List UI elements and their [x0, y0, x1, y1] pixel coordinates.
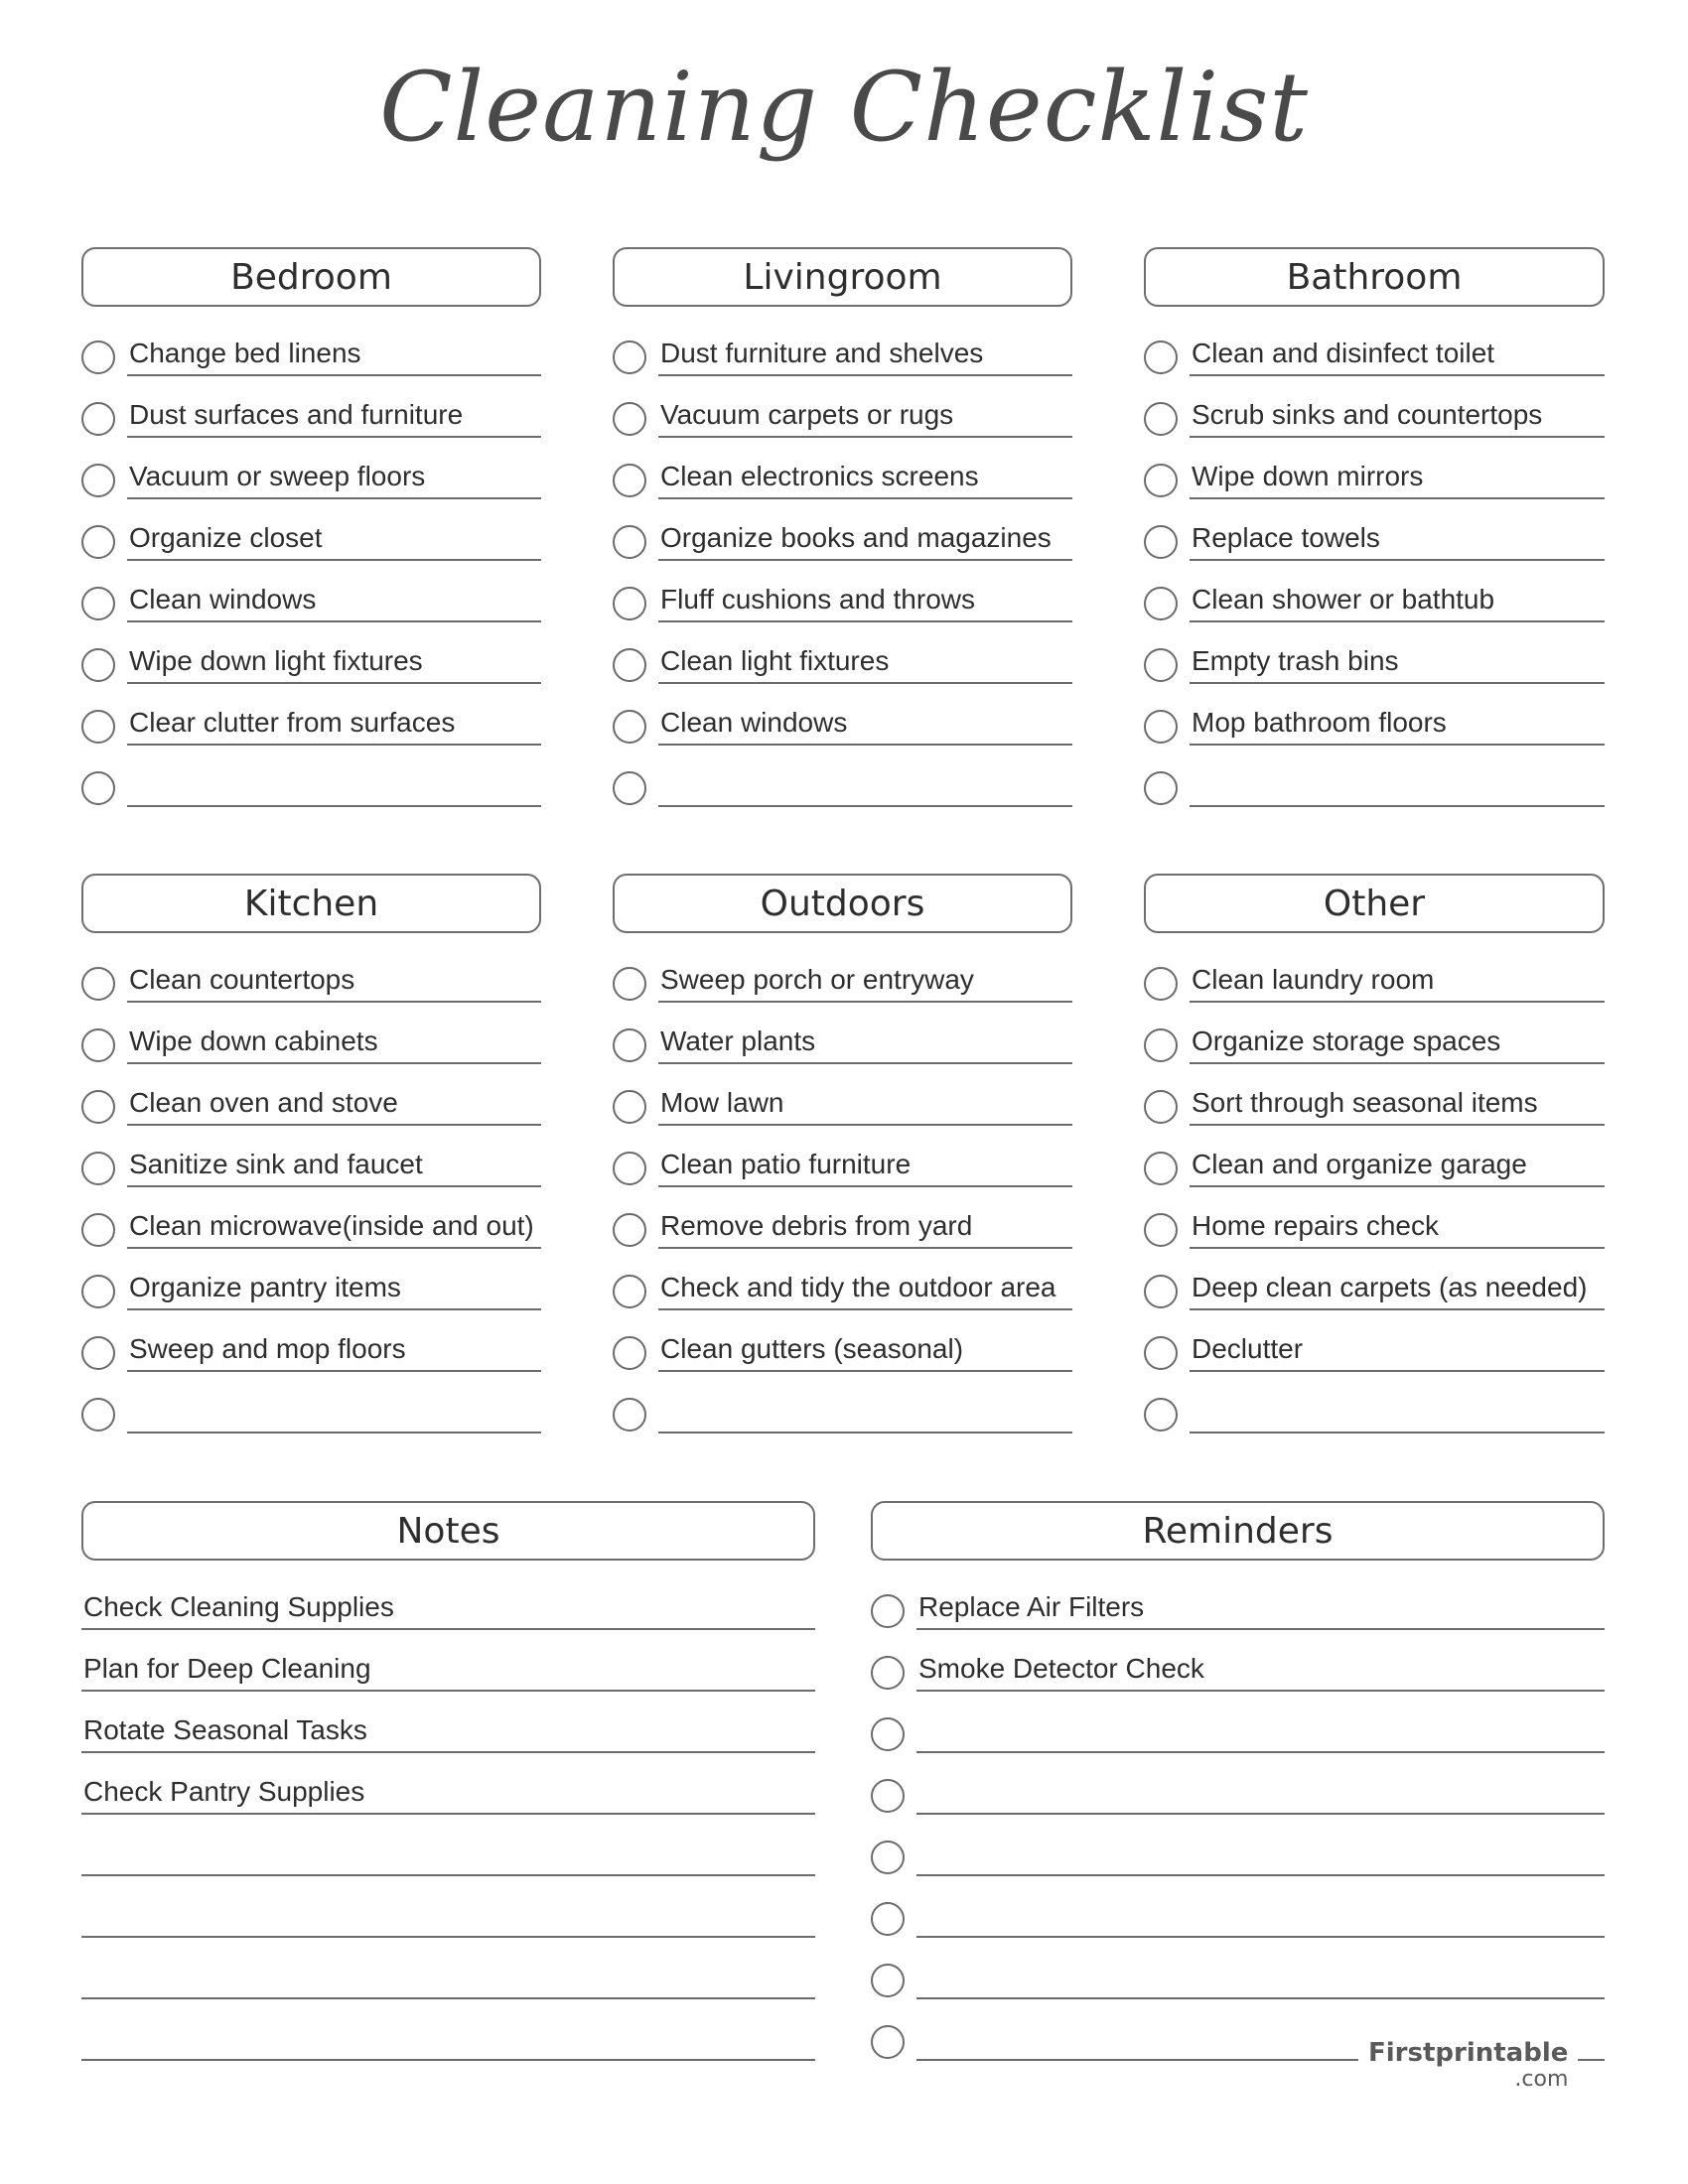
checkbox[interactable] [1144, 710, 1178, 744]
checkbox[interactable] [613, 771, 646, 805]
reminder-item [871, 1954, 1605, 2015]
item-text[interactable] [916, 1707, 1605, 1753]
checkbox[interactable] [81, 402, 115, 436]
checkbox[interactable] [1144, 771, 1178, 805]
checklist-item [1144, 957, 1605, 1019]
item-text[interactable]: Sort through seasonal items [1190, 1080, 1605, 1126]
checkbox[interactable] [613, 1213, 646, 1247]
checkbox[interactable] [613, 341, 646, 374]
item-text[interactable] [916, 1954, 1605, 1999]
item-text[interactable]: Organize closet [127, 515, 541, 561]
brand-name: Firstprintable [1368, 2038, 1569, 2068]
note-text[interactable] [81, 1831, 815, 1876]
reminder-item [871, 1892, 1605, 1954]
checklist-item [81, 515, 541, 577]
item-text[interactable]: Clear clutter from surfaces [127, 700, 541, 746]
checkbox[interactable] [1144, 648, 1178, 682]
item-text[interactable]: Clean light fixtures [658, 638, 1072, 684]
checklist-item [81, 1142, 541, 1203]
item-text[interactable]: Vacuum or sweep floors [127, 454, 541, 499]
item-text[interactable]: Clean windows [658, 700, 1072, 746]
checkbox[interactable] [1144, 464, 1178, 497]
reminder-item [871, 1769, 1605, 1831]
item-text[interactable]: Mow lawn [658, 1080, 1072, 1126]
item-text[interactable] [127, 1388, 541, 1433]
checklist-item [81, 761, 541, 823]
note-line [81, 1831, 815, 1892]
note-line [81, 1584, 815, 1646]
checkbox[interactable] [81, 587, 115, 620]
item-text[interactable]: Clean gutters (seasonal) [658, 1326, 1072, 1372]
section-livingroom [613, 247, 1072, 823]
item-text[interactable] [916, 1831, 1605, 1876]
checklist-item [81, 1203, 541, 1265]
checklist-item [1144, 1142, 1605, 1203]
checklist-item [1144, 1080, 1605, 1142]
note-text[interactable]: Plan for Deep Cleaning [81, 1646, 815, 1692]
section-header: Livingroom [613, 247, 1072, 307]
checkbox[interactable] [613, 402, 646, 436]
checklist-item [81, 392, 541, 454]
item-text[interactable]: Wipe down light fixtures [127, 638, 541, 684]
item-text[interactable]: Smoke Detector Check [916, 1646, 1605, 1692]
checkbox[interactable] [1144, 1213, 1178, 1247]
reminder-item [871, 1831, 1605, 1892]
checklist-item [1144, 1326, 1605, 1388]
checkbox[interactable] [613, 1152, 646, 1185]
section-header: Bedroom [81, 247, 541, 307]
section-header: Other [1144, 874, 1605, 933]
checkbox[interactable] [871, 2025, 905, 2059]
note-text[interactable]: Check Cleaning Supplies [81, 1584, 815, 1630]
checklist-item [81, 957, 541, 1019]
item-text[interactable]: Clean windows [127, 577, 541, 622]
checkbox[interactable] [81, 1398, 115, 1432]
checkbox[interactable] [613, 648, 646, 682]
checkbox[interactable] [1144, 1336, 1178, 1370]
checkbox[interactable] [1144, 1090, 1178, 1124]
checklist-item [1144, 1203, 1605, 1265]
item-text[interactable] [1190, 1388, 1605, 1433]
note-text[interactable] [81, 2015, 815, 2061]
checkbox[interactable] [1144, 525, 1178, 559]
section-header: Kitchen [81, 874, 541, 933]
checkbox[interactable] [81, 710, 115, 744]
note-line [81, 1954, 815, 2015]
checkbox[interactable] [81, 1275, 115, 1308]
checkbox[interactable] [81, 967, 115, 1001]
checklist-item [613, 1203, 1072, 1265]
item-text[interactable]: Home repairs check [1190, 1203, 1605, 1249]
checkbox[interactable] [613, 967, 646, 1001]
note-line [81, 1892, 815, 1954]
item-text[interactable]: Clean and organize garage [1190, 1142, 1605, 1187]
item-text[interactable]: Wipe down cabinets [127, 1019, 541, 1064]
checklist-item [613, 761, 1072, 823]
checkbox[interactable] [81, 464, 115, 497]
item-text[interactable]: Scrub sinks and countertops [1190, 392, 1605, 438]
section-reminders [871, 1501, 1605, 2077]
note-line [81, 2015, 815, 2077]
item-text[interactable]: Replace towels [1190, 515, 1605, 561]
checklist-item [613, 1080, 1072, 1142]
section-header: Outdoors [613, 874, 1072, 933]
checklist-item [613, 515, 1072, 577]
checkbox[interactable] [871, 1717, 905, 1751]
item-text[interactable] [916, 1892, 1605, 1938]
checkbox[interactable] [1144, 1275, 1178, 1308]
item-text[interactable]: Clean patio furniture [658, 1142, 1072, 1187]
checklist-item [81, 1388, 541, 1449]
checkbox[interactable] [871, 1964, 905, 1997]
checkbox[interactable] [1144, 1398, 1178, 1432]
checklist-item [81, 1265, 541, 1326]
item-text[interactable]: Clean electronics screens [658, 454, 1072, 499]
checklist-item [613, 392, 1072, 454]
item-text[interactable]: Change bed linens [127, 331, 541, 376]
section-bathroom [1144, 247, 1605, 823]
note-line [81, 1769, 815, 1831]
checkbox[interactable] [81, 1152, 115, 1185]
item-text[interactable]: Clean microwave(inside and out) [127, 1203, 541, 1249]
item-text[interactable]: Organize books and magazines [658, 515, 1072, 561]
checklist-item [613, 1265, 1072, 1326]
item-text[interactable]: Organize storage spaces [1190, 1019, 1605, 1064]
reminder-item [871, 1584, 1605, 1646]
checklist-item [1144, 392, 1605, 454]
checklist-item [613, 638, 1072, 700]
checkbox[interactable] [81, 648, 115, 682]
checkbox[interactable] [613, 525, 646, 559]
item-text[interactable] [1190, 761, 1605, 807]
note-text[interactable]: Rotate Seasonal Tasks [81, 1707, 815, 1753]
checkbox[interactable] [871, 1594, 905, 1628]
item-text[interactable]: Water plants [658, 1019, 1072, 1064]
checklist-item [81, 331, 541, 392]
checkbox[interactable] [613, 1398, 646, 1432]
checklist-item [81, 700, 541, 761]
checklist-item [81, 638, 541, 700]
section-other [1144, 874, 1605, 1449]
item-text[interactable]: Remove debris from yard [658, 1203, 1072, 1249]
section-notes [81, 1501, 815, 2077]
checklist-item [1144, 1388, 1605, 1449]
note-text[interactable]: Check Pantry Supplies [81, 1769, 815, 1815]
section-kitchen [81, 874, 541, 1449]
checklist-item [613, 700, 1072, 761]
checklist-item [1144, 331, 1605, 392]
checkbox[interactable] [81, 771, 115, 805]
checkbox[interactable] [613, 1336, 646, 1370]
item-text[interactable]: Vacuum carpets or rugs [658, 392, 1072, 438]
checklist-item [81, 1080, 541, 1142]
checklist-item [1144, 761, 1605, 823]
checklist-item [81, 1019, 541, 1080]
item-text[interactable]: Dust furniture and shelves [658, 331, 1072, 376]
item-text[interactable]: Mop bathroom floors [1190, 700, 1605, 746]
checklist-item [613, 1326, 1072, 1388]
checkbox[interactable] [1144, 1152, 1178, 1185]
checklist-item [1144, 1265, 1605, 1326]
checkbox[interactable] [613, 710, 646, 744]
reminder-item [871, 1707, 1605, 1769]
checkbox[interactable] [613, 587, 646, 620]
note-text[interactable] [81, 1954, 815, 1999]
item-text[interactable] [658, 761, 1072, 807]
item-text[interactable]: Deep clean carpets (as needed) [1190, 1265, 1605, 1310]
checklist-item [1144, 454, 1605, 515]
checklist-item [613, 957, 1072, 1019]
checkbox[interactable] [81, 1213, 115, 1247]
section-header: Notes [81, 1501, 815, 1561]
checkbox[interactable] [1144, 1028, 1178, 1062]
item-text[interactable]: Check and tidy the outdoor area [658, 1265, 1072, 1310]
section-bedroom [81, 247, 541, 823]
brand-logo [1358, 2038, 1578, 2092]
checklist-item [1144, 638, 1605, 700]
checkbox[interactable] [81, 1090, 115, 1124]
section-outdoors [613, 874, 1072, 1449]
checkbox[interactable] [81, 1336, 115, 1370]
item-text[interactable]: Clean and disinfect toilet [1190, 331, 1605, 376]
item-text[interactable]: Declutter [1190, 1326, 1605, 1372]
checklist-item [81, 1326, 541, 1388]
page-title: Cleaning Checklist [379, 52, 1309, 163]
item-text[interactable]: Fluff cushions and throws [658, 577, 1072, 622]
item-text[interactable] [658, 1388, 1072, 1433]
checklist-item [613, 1142, 1072, 1203]
brand-domain: .com [1514, 2067, 1569, 2092]
reminder-item [871, 1646, 1605, 1707]
item-text[interactable]: Dust surfaces and furniture [127, 392, 541, 438]
checkbox[interactable] [871, 1902, 905, 1936]
item-text[interactable]: Wipe down mirrors [1190, 454, 1605, 499]
checklist-item [613, 454, 1072, 515]
checklist-item [81, 454, 541, 515]
item-text[interactable]: Sweep and mop floors [127, 1326, 541, 1372]
checklist-item [81, 577, 541, 638]
checkbox[interactable] [81, 1028, 115, 1062]
note-line [81, 1707, 815, 1769]
checkbox[interactable] [81, 525, 115, 559]
checkbox[interactable] [871, 1656, 905, 1690]
item-text[interactable]: Empty trash bins [1190, 638, 1605, 684]
checklist-item [613, 1388, 1072, 1449]
section-header: Reminders [871, 1501, 1605, 1561]
checkbox[interactable] [613, 1028, 646, 1062]
item-text[interactable]: Clean countertops [127, 957, 541, 1003]
checkbox[interactable] [613, 464, 646, 497]
checkbox[interactable] [871, 1779, 905, 1813]
checkbox[interactable] [1144, 341, 1178, 374]
item-text[interactable]: Clean shower or bathtub [1190, 577, 1605, 622]
checklist-item [1144, 577, 1605, 638]
item-text[interactable] [916, 1769, 1605, 1815]
checkbox[interactable] [871, 1841, 905, 1874]
item-text[interactable]: Clean oven and stove [127, 1080, 541, 1126]
section-header: Bathroom [1144, 247, 1605, 307]
item-text[interactable] [127, 761, 541, 807]
checklist-item [613, 1019, 1072, 1080]
checklist-item [1144, 1019, 1605, 1080]
checklist-item [1144, 700, 1605, 761]
checklist-item [613, 331, 1072, 392]
checklist-item [613, 577, 1072, 638]
item-text[interactable]: Sweep porch or entryway [658, 957, 1072, 1003]
checkbox[interactable] [613, 1275, 646, 1308]
checkbox[interactable] [1144, 587, 1178, 620]
item-text[interactable]: Clean laundry room [1190, 957, 1605, 1003]
checkbox[interactable] [613, 1090, 646, 1124]
checkbox[interactable] [1144, 967, 1178, 1001]
item-text[interactable]: Replace Air Filters [916, 1584, 1605, 1630]
checklist-item [1144, 515, 1605, 577]
checkbox[interactable] [81, 341, 115, 374]
item-text[interactable]: Sanitize sink and faucet [127, 1142, 541, 1187]
checkbox[interactable] [1144, 402, 1178, 436]
note-line [81, 1646, 815, 1707]
item-text[interactable]: Organize pantry items [127, 1265, 541, 1310]
note-text[interactable] [81, 1892, 815, 1938]
